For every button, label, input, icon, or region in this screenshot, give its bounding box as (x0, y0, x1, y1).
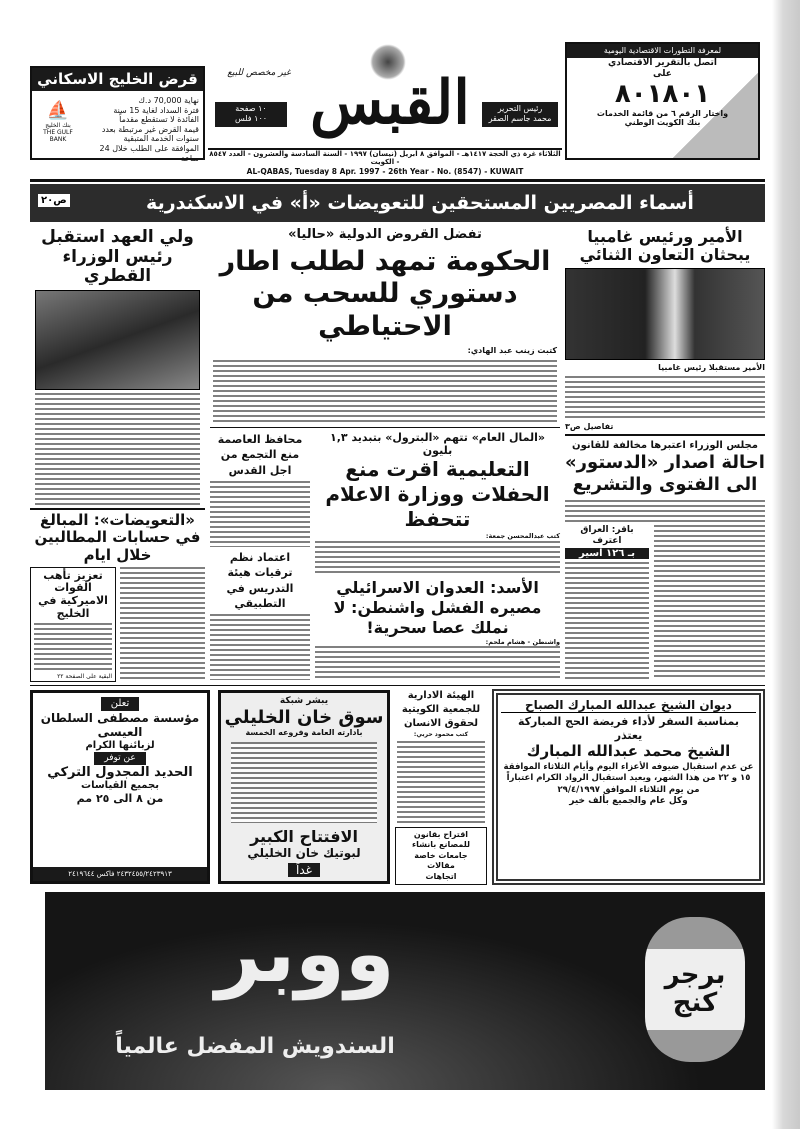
diwan-closing: وكل عام والجميع بألف خير (569, 796, 688, 807)
divider (30, 508, 205, 510)
iraq-story (565, 525, 649, 681)
eisa-avail: عن توفر (94, 752, 146, 765)
banner-headline (30, 184, 765, 222)
eisa-phones: ٢٤٣٢٤٥٥/٢٤٢٣٩١٣ فاكس ٢٤١٩٦٤٤ (33, 867, 207, 881)
us-forces-more: البقية على الصفحة ٢٢ (57, 673, 112, 681)
dateline-en: AL-QABAS, Tuesday 8 Apr. 1997 - 26th Year - No. (8547) - KUWAIT (246, 166, 524, 176)
eisa-product: الحديد المجدول التركي (47, 764, 193, 780)
constitution-headline: احالة اصدار «الدستور» الى الفتوى والتشريع (565, 451, 765, 495)
compensation-headline: «التعويضات»: المبالغ في حسابات المطالبين خلال ايام (34, 511, 201, 564)
gulf-ad-item: الفائدة لا تستقطع مقدماً (119, 115, 199, 125)
ship-icon: ⛵ (46, 100, 70, 121)
oil-kicker: «المال العام» تتهم «البترول» بتبديد ١,٣ بليون (330, 431, 545, 457)
human-rights-headline: الهيئة الادارية للجمعية الكويتية لحقوق الانسان (401, 690, 481, 729)
constitution-body (565, 500, 765, 522)
khalili-branch: لبوتيك خان الخليلي (247, 846, 361, 861)
nbk-ad-line3: واختار الرقم ٦ من قائمة الخدمات (596, 108, 729, 118)
gambia-headline: الأمير ورئيس غامبيا يبحثان التعاون الثنائي (579, 227, 751, 265)
gulf-bank-logo (35, 100, 81, 143)
logo: القبس (310, 68, 470, 138)
nbk-ad-line2: على (653, 69, 672, 80)
gambia-story (565, 228, 765, 432)
whopper-title: ووبر (215, 907, 395, 1000)
eisa-sizes: بجميع القياسات (81, 780, 159, 792)
masthead (210, 40, 560, 148)
education-headline: التعليمية اقرت منع الحفلات ووزارة الاعلام تتحفظ (325, 457, 550, 532)
divider (30, 179, 765, 182)
khalili-ad (218, 690, 390, 884)
compensation-body (120, 567, 205, 682)
human-rights-byline: كتب محمود حربي: (413, 731, 469, 738)
diwan-sheikh: الشيخ محمد عبدالله المبارك (526, 741, 731, 760)
us-forces-box (30, 567, 116, 682)
gulf-ad-item: قيمة القرض غير مرتبطة بعدد سنوات الخدمة المتبقية (101, 124, 199, 144)
khalili-sub: بادارته العامة وفروعه الخمسة (245, 728, 363, 738)
eisa-company: مؤسسة مصطفى السلطان العيسى (40, 711, 200, 740)
proposal-box (395, 827, 487, 885)
burger-king-ad (45, 892, 765, 1090)
khalili-details (231, 742, 377, 823)
eisa-announce: تعلن (101, 697, 140, 711)
crown-prince-headline: ولي العهد استقبل رئيس الوزراء القطري (41, 227, 194, 287)
eisa-to: لزبائنها الكرام (85, 739, 155, 751)
compensation-content (30, 567, 205, 682)
governor-body (210, 481, 310, 547)
oil-byline: كتب عبدالمحسن جمعة: (485, 532, 560, 541)
gambia-photo (565, 268, 765, 360)
main-body (213, 360, 557, 425)
nbk-ad-top: لمعرفة التطورات الاقتصادية اليومية (567, 44, 758, 58)
governor-teaching-column (210, 432, 310, 680)
constitution-kicker: مجلس الوزراء اعتبرها مخالفة للقانون (572, 440, 758, 451)
price: ١٠٠ فلس (234, 114, 268, 124)
trends-label: اتجاهات (425, 871, 457, 881)
us-forces-headline: تعزيز تأهب القوات الاميركية في الخليج (38, 568, 108, 620)
burger-king-logo (645, 917, 745, 1062)
editor-label: رئيس التحرير (497, 104, 543, 113)
divider (30, 685, 765, 686)
divider (210, 427, 560, 428)
dateline-ar: الثلاثاء غرة ذي الحجة ١٤١٧هـ - الموافق ٨ ابريل (نيسان) ١٩٩٧ - السنة السادسة والعشرون - العدد ٨٥٤٧ - الكويت (209, 150, 561, 167)
gulf-ad-item: نهاية 70,000 د.ك (138, 96, 199, 105)
gambia-caption: الأمير مستقبلا رئيس غامبيا (658, 362, 765, 372)
articles-label: مقالات (427, 861, 455, 871)
teaching-headline: اعتماد نظم ترقيات هيئة التدريس في التطبيقي (226, 550, 294, 610)
human-rights-body (397, 741, 485, 825)
assad-body (315, 646, 560, 680)
gulf-ad-items (81, 96, 199, 163)
crown-prince-photo (35, 290, 200, 390)
main-byline: كتبت زينب عبد الهادي: (467, 346, 557, 356)
page-count: ١٠ صفحة (235, 104, 267, 113)
crown-prince-story (30, 228, 205, 506)
scan-edge (772, 0, 800, 1129)
teaching-body (210, 614, 310, 680)
us-forces-body (34, 623, 112, 670)
gambia-body (565, 376, 765, 418)
khalili-name: سوق خان الخليلي (224, 706, 384, 728)
proposal-headline: اقتراح بقانون للمصانع بانشاء جامعات خاصة (411, 830, 471, 860)
diwan-notice (492, 689, 765, 885)
diwan-title: ديوان الشيخ عبدالله المبارك الصباح (501, 698, 756, 713)
not-for-sale: غير مخصص للبيع (227, 68, 291, 78)
iraq-row (565, 525, 765, 681)
education-assad-column (315, 432, 560, 680)
diwan-apology: يعتذر (614, 728, 643, 742)
nbk-phone-number: ٨٠١٨٠١ (614, 78, 711, 109)
whopper-slogan: السندويش المفضل عالمياً (115, 1034, 395, 1059)
khalili-top: يبشر شبكة (279, 696, 329, 706)
pages-price-box (215, 102, 287, 127)
eisa-range: من ٨ الى ٢٥ مم (76, 792, 164, 806)
khalili-day: غداً (288, 863, 320, 877)
governor-headline: محافظ العاصمة منع التجمع من اجل القدس (217, 433, 303, 477)
editor-name: محمد جاسم الصقر (488, 114, 552, 124)
diwan-occasion: بمناسبة السفر لأداء فريضة الحج المباركة (517, 715, 740, 729)
gambia-more-link[interactable]: تفاصيل ص٣ (565, 421, 614, 431)
divider (565, 434, 765, 436)
gulf-bank-ad (30, 66, 205, 163)
nbk-bank-name: بنك الكويت الوطني (624, 118, 701, 128)
main-headline: الحكومة تمهد لطلب اطار دستوري للسحب من الاحتياطي (219, 245, 551, 342)
burger-king-brand: برجر كنج (664, 960, 726, 1018)
banner-page-ref: ص٢٠ (38, 194, 70, 207)
diwan-body: عن عدم استقبال ضيوفه الأعزاء اليوم وأيام الثلاثاء الموافقة ١٥ و ٢٢ من هذا الشهر، ويعيد استقبال الرواد الكرام اعتباراً من يوم الثلاثاء الموافق ٢٩/٤/١٩٩٧ (503, 761, 754, 795)
gulf-ad-item: فترة السداد لغاية 15 سنة (113, 105, 199, 115)
iraq-headline: بـ ١٢٦ اسير (565, 548, 649, 560)
human-rights-story (395, 689, 487, 885)
nbk-ad (565, 42, 760, 160)
dateline (208, 148, 562, 176)
editor-box (482, 102, 558, 127)
compensation-story (30, 512, 205, 682)
khalili-opening: الافتتاح الكبير (250, 827, 358, 847)
nbk-ad-line1: اتصل بالتقرير الاقتصادي (608, 58, 717, 69)
main-kicker: تفضل القروض الدولية «حاليا» (288, 227, 482, 242)
main-story (213, 228, 557, 424)
gulf-bank-name-ar: بنك الخليج (45, 121, 71, 129)
iraq-kicker: باقر: العراق اعترف (580, 524, 634, 547)
banner-text: أسماء المصريين المستحقين للتعويضات «أ» في الاسكندرية (146, 192, 694, 214)
crown-prince-body (35, 393, 200, 506)
assad-byline: واشنطن - هشام ملحم: (485, 637, 560, 646)
assad-headline: الأسد: العدوان الاسرائيلي مصيره الفشل واشنطن: لا نملك عصا سحرية! (333, 577, 542, 637)
education-body (315, 541, 560, 575)
gulf-ad-item: الموافقة على الطلب خلال 24 ساعة (99, 143, 199, 163)
gulf-bank-name-en: THE GULF BANK (43, 128, 73, 143)
iraq-body-2 (565, 562, 649, 680)
eisa-ad (30, 690, 210, 884)
iraq-body (654, 525, 765, 681)
gulf-ad-title: قرض الخليج الاسكاني (32, 68, 203, 91)
constitution-story (565, 440, 765, 680)
